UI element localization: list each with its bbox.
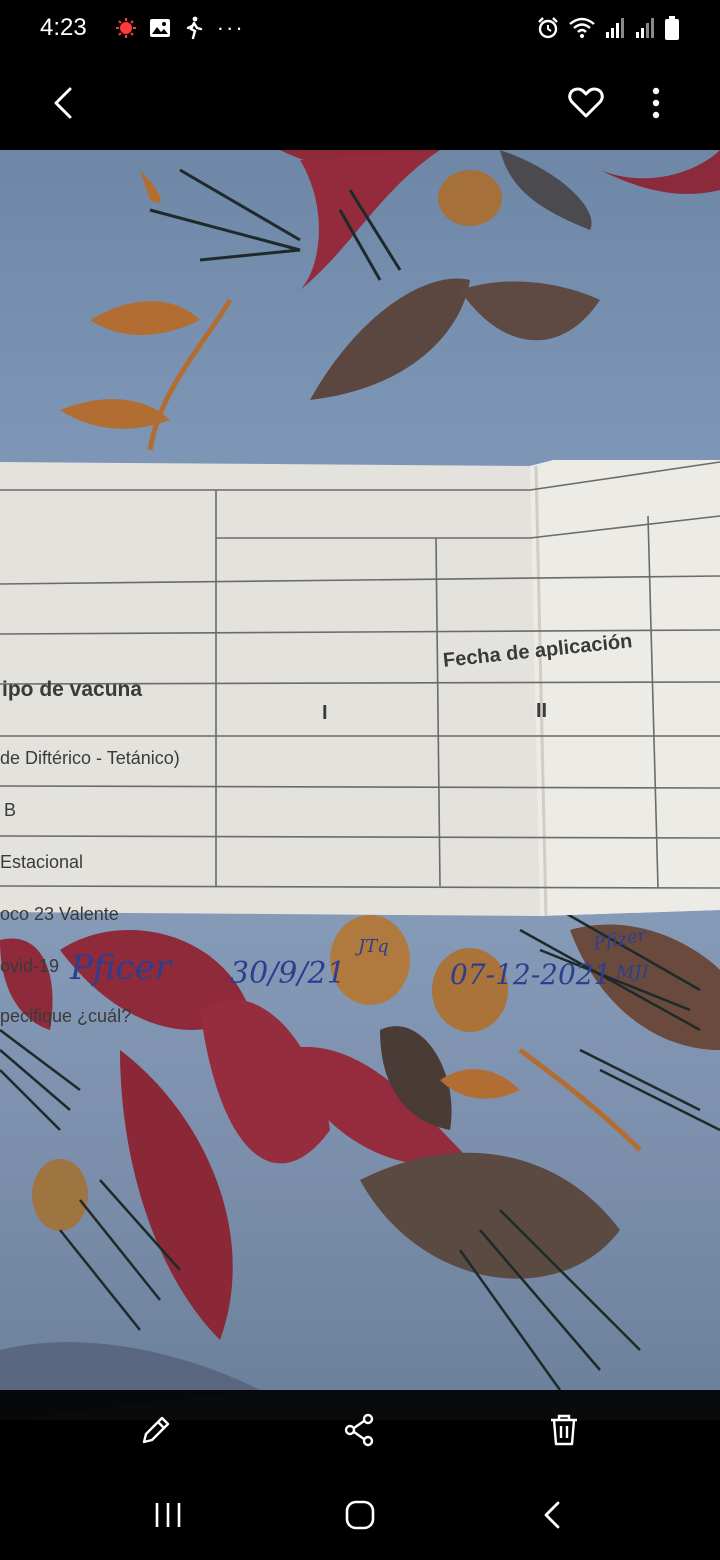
recents-button[interactable] <box>140 1487 196 1543</box>
vaccine-row-other: pecifique ¿cuál? <box>0 1006 132 1026</box>
delete-button[interactable] <box>536 1402 592 1458</box>
signal-icon-2 <box>634 17 656 39</box>
handwritten-dose2-date: 07-12-2021 <box>450 958 612 991</box>
dose-column-2: II <box>536 700 548 722</box>
nav-back-button[interactable] <box>524 1487 580 1543</box>
favorite-button[interactable] <box>558 75 614 131</box>
alarm-icon <box>536 16 560 40</box>
walking-icon <box>183 16 205 40</box>
status-bar <box>0 0 720 56</box>
dose-column-1: I <box>322 702 328 724</box>
status-left <box>40 14 245 42</box>
status-right <box>536 15 680 41</box>
wifi-icon <box>568 16 596 40</box>
vaccine-type-header: ipo de vacuna <box>2 678 143 701</box>
back-button[interactable] <box>36 75 92 131</box>
vaccine-row-dt: de Diftérico - Tetánico) <box>0 748 180 768</box>
vaccine-row-neumococo: oco 23 Valente <box>0 904 119 924</box>
photo-view[interactable] <box>0 150 720 1420</box>
vaccine-row-hepb: B <box>4 800 17 820</box>
record-icon <box>115 17 137 39</box>
vaccine-row-influenza: Estacional <box>0 852 84 872</box>
handwritten-dose1-initials: JTq <box>358 936 389 957</box>
viewer-app-bar <box>0 56 720 150</box>
handwritten-dose1-date: 30/9/21 <box>230 956 346 991</box>
share-icon <box>344 1413 376 1447</box>
photo-action-bar <box>0 1390 720 1470</box>
vaccine-card <box>0 460 720 1026</box>
pencil-icon <box>140 1414 172 1446</box>
trash-icon <box>549 1413 579 1447</box>
handwritten-brand: Pficer <box>70 948 171 988</box>
system-nav-bar <box>0 1470 720 1560</box>
home-button[interactable] <box>332 1487 388 1543</box>
status-time: 4:23 <box>40 14 87 41</box>
battery-icon <box>664 15 680 41</box>
handwritten-dose2-initials: MJI <box>616 962 649 983</box>
heart-icon <box>568 87 604 119</box>
recents-icon <box>153 1501 183 1529</box>
more-options-button[interactable] <box>628 75 684 131</box>
edit-button[interactable] <box>128 1402 184 1458</box>
nav-back-icon <box>541 1500 563 1530</box>
signal-icon <box>604 17 626 39</box>
back-arrow-icon <box>50 86 78 120</box>
gallery-icon <box>149 17 171 39</box>
handwritten-dose2-brand: Pfizer <box>592 924 648 955</box>
more-vertical-icon <box>651 87 661 119</box>
home-icon <box>344 1499 376 1531</box>
share-button[interactable] <box>332 1402 388 1458</box>
application-date-header: Fecha de aplicación <box>442 630 634 672</box>
status-notification-icons <box>115 15 245 41</box>
vaccine-row-covid: ovid-19 <box>0 956 60 976</box>
more-dots-icon: ··· <box>216 15 245 40</box>
